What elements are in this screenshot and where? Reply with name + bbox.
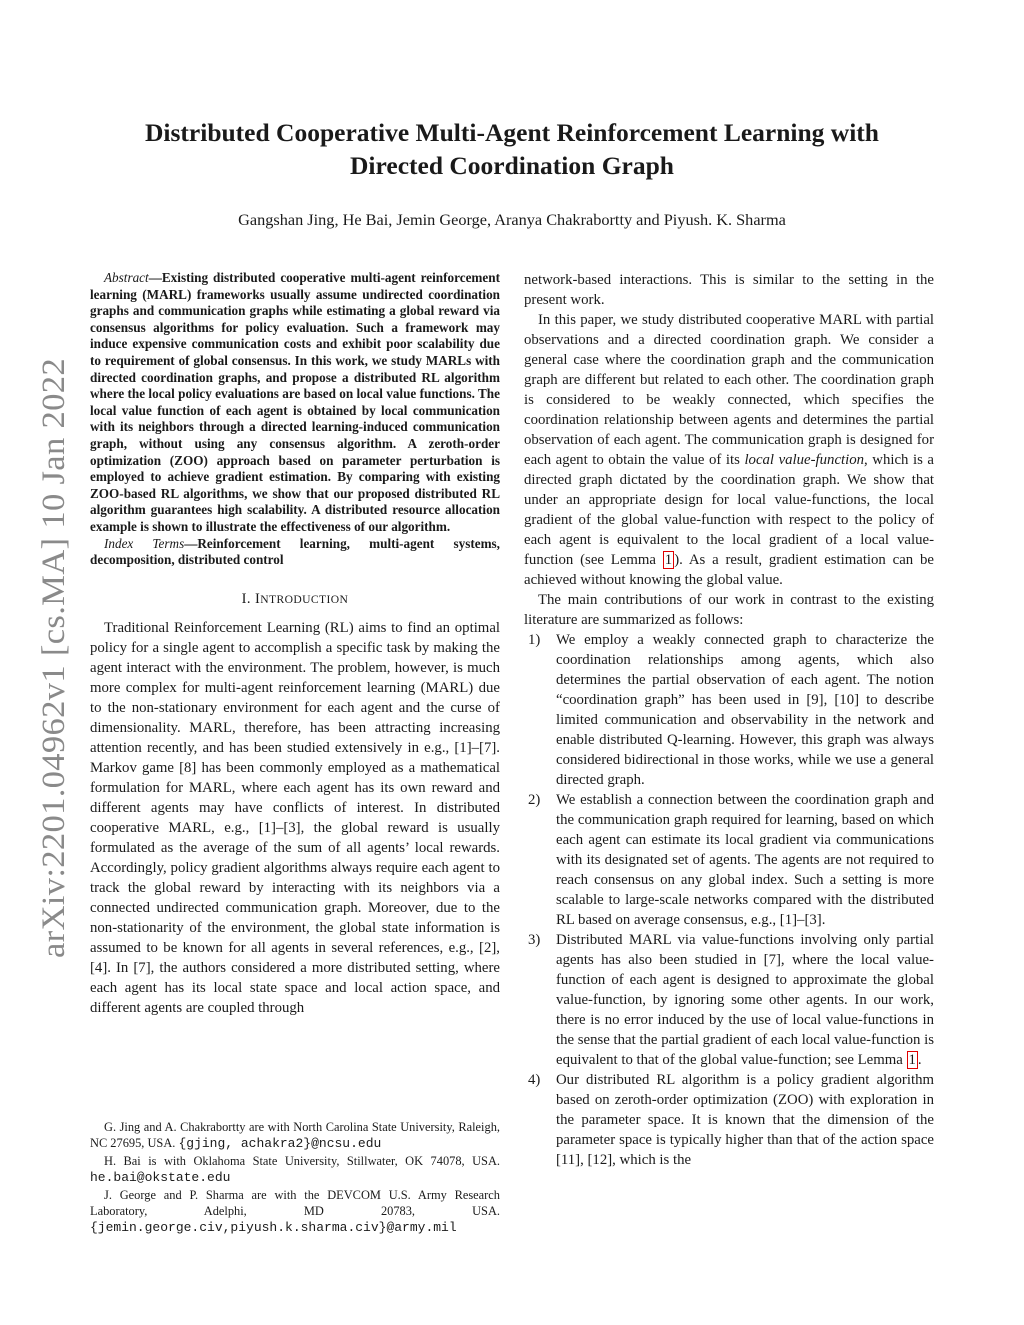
continued-paragraph: network-based interactions. This is similar to the setting in the present work.	[524, 272, 934, 308]
intro-paragraph: Traditional Reinforcement Learning (RL) aims to find an optimal policy for a single agent to accomplish a specific task by making the agent interact with the environment. The problem, however, is much more complex for multi-agent reinforcement learning (MARL) due to the non-stationary environment for each agent and the curse of dimensionality. MARL, therefore, has been attracting increasing attention recently, and has been studied extensively in e.g., [1]–[7]. Markov game [8] has been commonly employed as a mathematical formulation for MARL, where each agent has its own reward and different agents may have conflicts of interest. In distributed cooperative MARL, e.g., [1]–[3], the global reward is usually formulated as the average of the sum of all agents’ local rewards. Accordingly, policy gradient algorithms always require each agent to track the global reward by interacting with its neighbors via a connected undirected communication graph. Moreover, due to the non-stationarity of the environment, the global state information is assumed to be known for all agents in several references, e.g., [2], [4]. In [7], the authors considered a more distributed setting, where each agent has its local state space and local action space, and different agents are coupled through	[90, 619, 500, 1016]
right-column	[524, 270, 934, 1170]
paper-scope-emphasis: local value-function	[744, 452, 865, 468]
index-terms-dash: —	[184, 535, 198, 551]
list-item-number: 1)	[528, 632, 541, 648]
arxiv-stamp-svg	[18, 350, 78, 970]
footnote-1-text: G. Jing and A. Chakrabortty are with North Carolina State University, Raleigh, NC 27695, USA.	[90, 1120, 500, 1150]
list-item-text-b: .	[917, 1052, 922, 1068]
section-heading-introduction	[90, 589, 500, 610]
footnote-2-text: H. Bai is with Oklahoma State University, Stillwater, OK 74078, USA.	[104, 1154, 500, 1169]
title-line-2: Directed Coordination Graph	[350, 151, 674, 180]
index-terms-label: Index Terms	[104, 535, 185, 551]
footnote-3-text: J. George and P. Sharma are with the DEVCOM U.S. Army Research Laboratory, Adelphi, MD 20783, USA.	[90, 1188, 500, 1218]
list-item	[524, 790, 934, 930]
lemma-reference-link[interactable]: 1	[908, 1052, 916, 1068]
footnote-2-email: he.bai@okstate.edu	[90, 1169, 231, 1185]
list-item-text: Our distributed RL algorithm is a policy gradient algorithm based on zeroth-order optimization (ZOO) with exploration in the parameter space. It is known that the dimension of the parameter space is typically higher than that of the action space [11], [12], which is the	[556, 1072, 934, 1168]
footnote-1-email: {gjing, achakra2}@ncsu.edu	[178, 1135, 382, 1151]
title-line-1: Distributed Cooperative Multi-Agent Reinforcement Learning with	[145, 118, 879, 147]
paper-scope-text-a: In this paper, we study distributed cooperative MARL with partial observations and a directed coordination graph. We consider a general case where the coordination graph and the communication graph are different but related to each other. The coordination graph is considered to be weakly connected, which specifies the coordination relationship between agents and determines the partial observation of each agent. The communication graph is designed for each agent to obtain the value of its	[524, 312, 934, 468]
contributions-intro: The main contributions of our work in contrast to the existing literature are summarized as follows:	[524, 592, 934, 628]
section-first-letter: I	[254, 590, 261, 607]
paper-title	[100, 116, 924, 182]
index-terms-text: Reinforcement learning, multi-agent systems, decomposition, distributed control	[90, 535, 500, 568]
footnote-1	[90, 1120, 500, 1151]
arxiv-id-text: arXiv:2201.04962v1 [cs.MA] 10 Jan 2022	[36, 385, 72, 958]
abstract-label: Abstract	[104, 270, 149, 285]
arxiv-identifier-stamp	[18, 350, 78, 970]
author-list: Gangshan Jing, He Bai, Jemin George, Aranya Chakrabortty and Piyush. K. Sharma	[238, 210, 786, 229]
abstract	[90, 270, 500, 536]
index-terms	[90, 536, 500, 569]
lemma-reference-link[interactable]: 1	[664, 552, 673, 568]
footnotes	[90, 1120, 500, 1238]
paper-scope-text-c: ). As a result, gradient estimation can be achieved without knowing the global value.	[524, 552, 934, 588]
list-item-number: 2)	[528, 792, 541, 808]
abstract-text: Existing distributed cooperative multi-agent reinforcement learning (MARL) frameworks usually assume undirected coordination graphs and communication graphs while estimating a global reward via consensus algorithms for policy evaluation. Such a framework may induce expensive communication costs and exhibit poor scalability due to requirement of global consensus. In this work, we study MARLs with directed coordination graphs, and propose a distributed RL algorithm where the local policy evaluations are based on local value functions. The local value function of each agent is obtained by local communication with its neighbors through a directed learning-induced communication graph, without using any consensus algorithm. A zeroth-order optimization (ZOO) approach based on parameter perturbation is employed to achieve gradient estimation. By comparing with existing ZOO-based RL algorithms, we show that our proposed distributed RL algorithm guarantees high scalability. A distributed resource allocation example is shown to illustrate the effectiveness of our algorithm.	[90, 270, 500, 534]
list-item	[524, 930, 934, 1070]
left-column	[90, 270, 500, 1018]
paper-scope-text-b: , which is a directed graph dictated by the coordination graph. We show that under an appropriate design for local value-functions, the local gradient of the global value-function with respect to the policy of each agent is equivalent to the local gradient of a local value-function (see Lemma	[524, 452, 934, 568]
list-item-number: 4)	[528, 1072, 541, 1088]
list-item	[524, 1070, 934, 1170]
contributions-list	[524, 630, 934, 1170]
section-numeral: I.	[241, 590, 255, 607]
footnote-2	[90, 1154, 500, 1185]
footnote-3-email: {jemin.george.civ,piyush.k.sharma.civ}@army.mil	[90, 1219, 457, 1235]
abstract-dash: —	[148, 270, 162, 285]
list-item-text: We employ a weakly connected graph to characterize the coordination relationships among agents, which also determines the partial observation of each agent. The notion “coordination graph” has been used in [9], [10] to describe limited communication and observability in the network and enable distributed Q-learning. However, this graph was always considered bidirectional in those works, while we use a general directed graph.	[556, 632, 934, 788]
list-item	[524, 630, 934, 790]
list-item-text-a: Distributed MARL via value-functions involving only partial agents has also been studied in [7], where the local value-function of each agent is designed to approximate the global value-function, by ignoring some other agents. In our work, there is no error induced by the use of local value-functions in the sense that the partial gradient of each local value-function is equivalent to that of the global value-function; see Lemma	[556, 932, 934, 1068]
list-item-number: 3)	[528, 932, 541, 948]
section-rest: NTRODUCTION	[260, 592, 349, 606]
list-item-text	[556, 930, 934, 1070]
footnote-3	[90, 1188, 500, 1235]
list-item-text: We establish a connection between the coordination graph and the communication graph required for learning, based on which each agent can estimate its local gradient via communications with its designated set of agents. The agents are not required to reach consensus on any global index. Such a setting is more scalable to large-scale networks compared with the distributed RL based on average consensus, e.g., [1]–[3].	[556, 792, 934, 928]
paper-scope-paragraph	[524, 310, 934, 590]
